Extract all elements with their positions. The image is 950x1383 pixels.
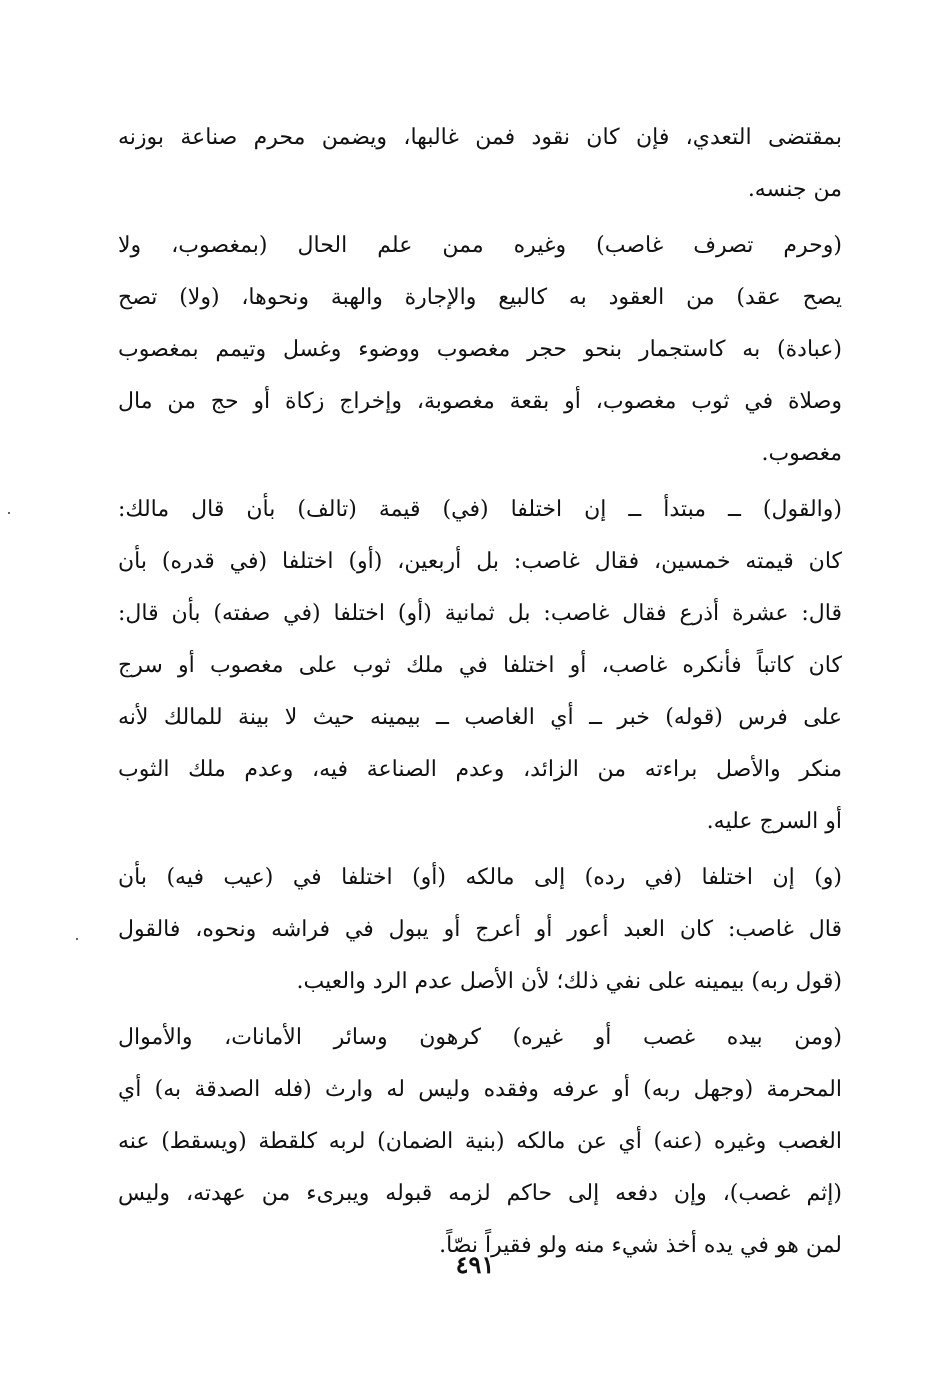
paragraph — [118, 112, 842, 216]
paragraph — [118, 484, 842, 848]
text-line: (والقول) ــ مبتدأ ــ إن اختلفا (في) قيمة (تالف) بأن قال مالك: — [118, 497, 842, 522]
text-line: (و) إن اختلفا (في رده) إلى مالكه (أو) اختلفا في (عيب فيه) بأن — [118, 865, 842, 890]
text-line: منكر والأصل براءته من الزائد، وعدم الصناعة فيه، وعدم ملك الثوب — [118, 757, 842, 782]
text-line: أو السرج عليه. — [706, 809, 842, 834]
text-line: بمقتضى التعدي، فإن كان نقود فمن غالبها، ويضمن محرم صناعة بوزنه — [118, 125, 842, 150]
text-line: (وحرم تصرف غاصب) وغيره ممن علم الحال (بمغصوب، ولا — [118, 233, 842, 258]
text-line: قال: عشرة أذرع فقال غاصب: بل ثمانية (أو) اختلفا (في صفته) بأن قال: — [118, 601, 842, 626]
text-line: كان قيمته خمسين، فقال غاصب: بل أربعين، (أو) اختلفا (في قدره) بأن — [118, 549, 842, 574]
text-line: يصح عقد) من العقود به كالبيع والإجارة والهبة ونحوها، (ولا) تصح — [118, 285, 842, 310]
text-line: مغصوب. — [761, 441, 842, 466]
page-number: ٤٩١ — [455, 1250, 495, 1279]
paragraph — [118, 852, 842, 1008]
text-line: (إثم غصب)، وإن دفعه إلى حاكم لزمه قبوله ويبرىء من عهدته، وليس — [118, 1181, 842, 1206]
text-line: (قول ربه) بيمينه على نفي ذلك؛ لأن الأصل عدم الرد والعيب. — [296, 969, 842, 994]
text-line: قال غاصب: كان العبد أعور أو أعرج أو يبول في فراشه ونحوه، فالقول — [118, 917, 842, 942]
scan-speck — [76, 938, 78, 940]
text-line: (عبادة) به كاستجمار بنحو حجر مغصوب ووضوء وغسل وتيمم بمغصوب — [118, 337, 842, 362]
scan-speck — [8, 512, 10, 514]
body-text — [118, 112, 842, 1272]
paragraph — [118, 220, 842, 480]
text-line: لمن هو في يده أخذ شيء منه ولو فقيراً نصّاً. — [439, 1233, 842, 1258]
text-line: وصلاة في ثوب مغصوب، أو بقعة مغصوبة، وإخراج زكاة أو حج من مال — [118, 389, 842, 414]
text-line: من جنسه. — [747, 177, 842, 202]
text-line: المحرمة (وجهل ربه) أو عرفه وفقده وليس له وارث (فله الصدقة به) أي — [118, 1077, 842, 1102]
text-line: (ومن بيده غصب أو غيره) كرهون وسائر الأمانات، والأموال — [118, 1025, 842, 1050]
text-line: كان كاتباً فأنكره غاصب، أو اختلفا في ملك ثوب على مغصوب أو سرج — [118, 653, 842, 678]
text-line: الغصب وغيره (عنه) أي عن مالكه (بنية الضمان) لربه كلقطة (ويسقط) عنه — [118, 1129, 842, 1154]
text-line: على فرس (قوله) خبر ــ أي الغاصب ــ بيمينه حيث لا بينة للمالك لأنه — [118, 705, 842, 730]
paragraph — [118, 1012, 842, 1272]
